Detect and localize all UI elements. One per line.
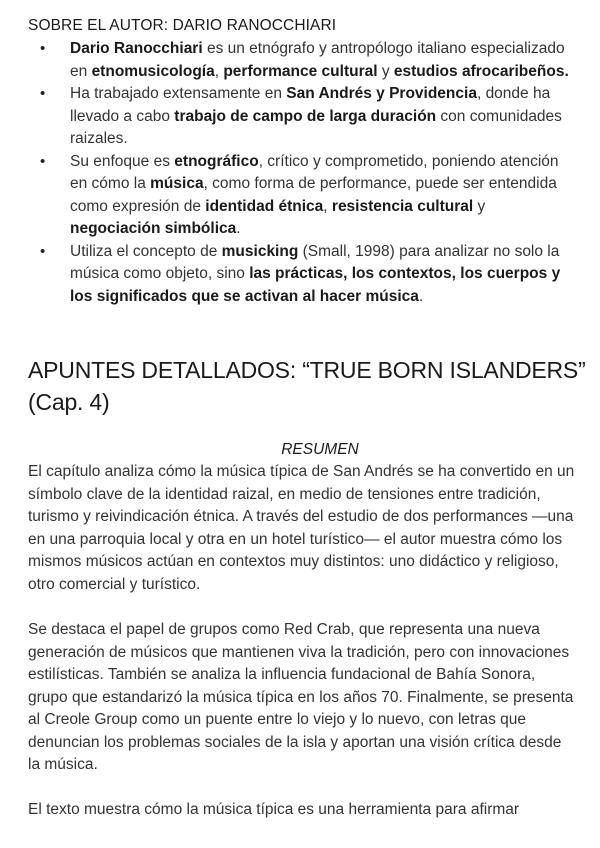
emphasis-text: estudios afrocaribeños.	[393, 62, 569, 80]
plain-text: .	[418, 287, 424, 305]
summary-paragraph-2: Se destaca el papel de grupos como Red Crab, que representa una nueva generación de músicos que mantienen viva la tradición, pero con innovaciones estilísticas. También se analiza la influencia fundacional de Bahía Sonora, grupo que estandarizó la música típica en los años 70. Finalmente, se presenta al Creole Group como un puente entre lo viejo y lo nuevo, con letras que denuncian los problemas sociales de la isla y aportan una visión crítica desde la música.	[28, 621, 574, 773]
plain-text: ,	[323, 197, 332, 215]
list-item-text	[70, 40, 569, 80]
emphasis-text: musicking	[221, 242, 299, 260]
plain-text: , como forma de performance, puede ser entendida como expresión de	[70, 175, 557, 215]
summary-subheading-text: RESUMEN	[281, 441, 359, 458]
list-item-text	[70, 243, 560, 305]
summary-paragraph-1: El capítulo analiza cómo la música típica de San Andrés se ha convertido en un símbolo clave de la identidad raizal, en medio de tensiones entre tradición, turismo y reivindicación étnica. A través del estudio de dos performances —una en una parroquia local y otra en un hotel turístico— el autor muestra cómo los mismos músicos actúan en contextos muy distintos: uno didáctico y religioso, otro comercial y turístico.	[28, 463, 575, 593]
emphasis-text: identidad étnica	[205, 197, 324, 215]
plain-text: con comunidades raizales.	[70, 107, 562, 147]
bullet-icon: •	[40, 85, 46, 102]
plain-text: .	[236, 220, 241, 237]
author-bullet-list	[0, 38, 600, 308]
summary-subheading	[0, 440, 600, 460]
plain-text: Su enfoque es	[70, 152, 175, 170]
emphasis-text: San Andrés y Providencia	[286, 85, 477, 102]
list-item	[0, 151, 600, 241]
emphasis-text: las prácticas, los contextos, los cuerpos y los significados que se activan al hacer música	[70, 265, 561, 305]
bullet-icon: •	[40, 40, 46, 57]
emphasis-text: trabajo de campo de larga duración	[174, 107, 437, 125]
plain-text: Utiliza el concepto de	[70, 242, 222, 260]
list-item	[0, 83, 600, 151]
plain-text: ,	[214, 62, 224, 80]
plain-text: Ha trabajado extensamente en	[70, 85, 287, 102]
emphasis-text: etnomusicología	[91, 62, 215, 80]
list-item	[0, 241, 600, 309]
plain-text: , donde ha llevado a cabo	[70, 85, 551, 125]
author-section-heading: SOBRE EL AUTOR: DARIO RANOCCHIARI	[28, 17, 337, 34]
emphasis-text: etnográfico	[174, 152, 259, 170]
emphasis-text: Dario Ranocchiari	[70, 40, 203, 57]
list-item	[0, 38, 600, 83]
list-item-text	[70, 153, 559, 238]
plain-text: y	[473, 197, 486, 215]
plain-text: es un etnógrafo y antropólogo italiano especializado en	[70, 40, 565, 80]
plain-text: y	[377, 62, 394, 80]
plain-text: , crítico y comprometido, poniendo atención en cómo la	[70, 152, 559, 192]
bullet-icon: •	[40, 152, 46, 170]
emphasis-text: negociación simbólica	[70, 220, 237, 237]
list-item-text	[70, 85, 562, 147]
plain-text: (Small, 1998) para analizar no solo la música como objeto, sino	[70, 242, 560, 282]
emphasis-text: resistencia cultural	[331, 197, 474, 215]
emphasis-text: performance cultural	[223, 62, 378, 80]
notes-title: APUNTES DETALLADOS: “TRUE BORN ISLANDERS” (Cap. 4)	[28, 357, 586, 415]
summary-paragraph-3: El texto muestra cómo la música típica es una herramienta para afirmar	[28, 801, 520, 818]
bullet-icon: •	[40, 242, 46, 260]
emphasis-text: música	[150, 175, 204, 192]
